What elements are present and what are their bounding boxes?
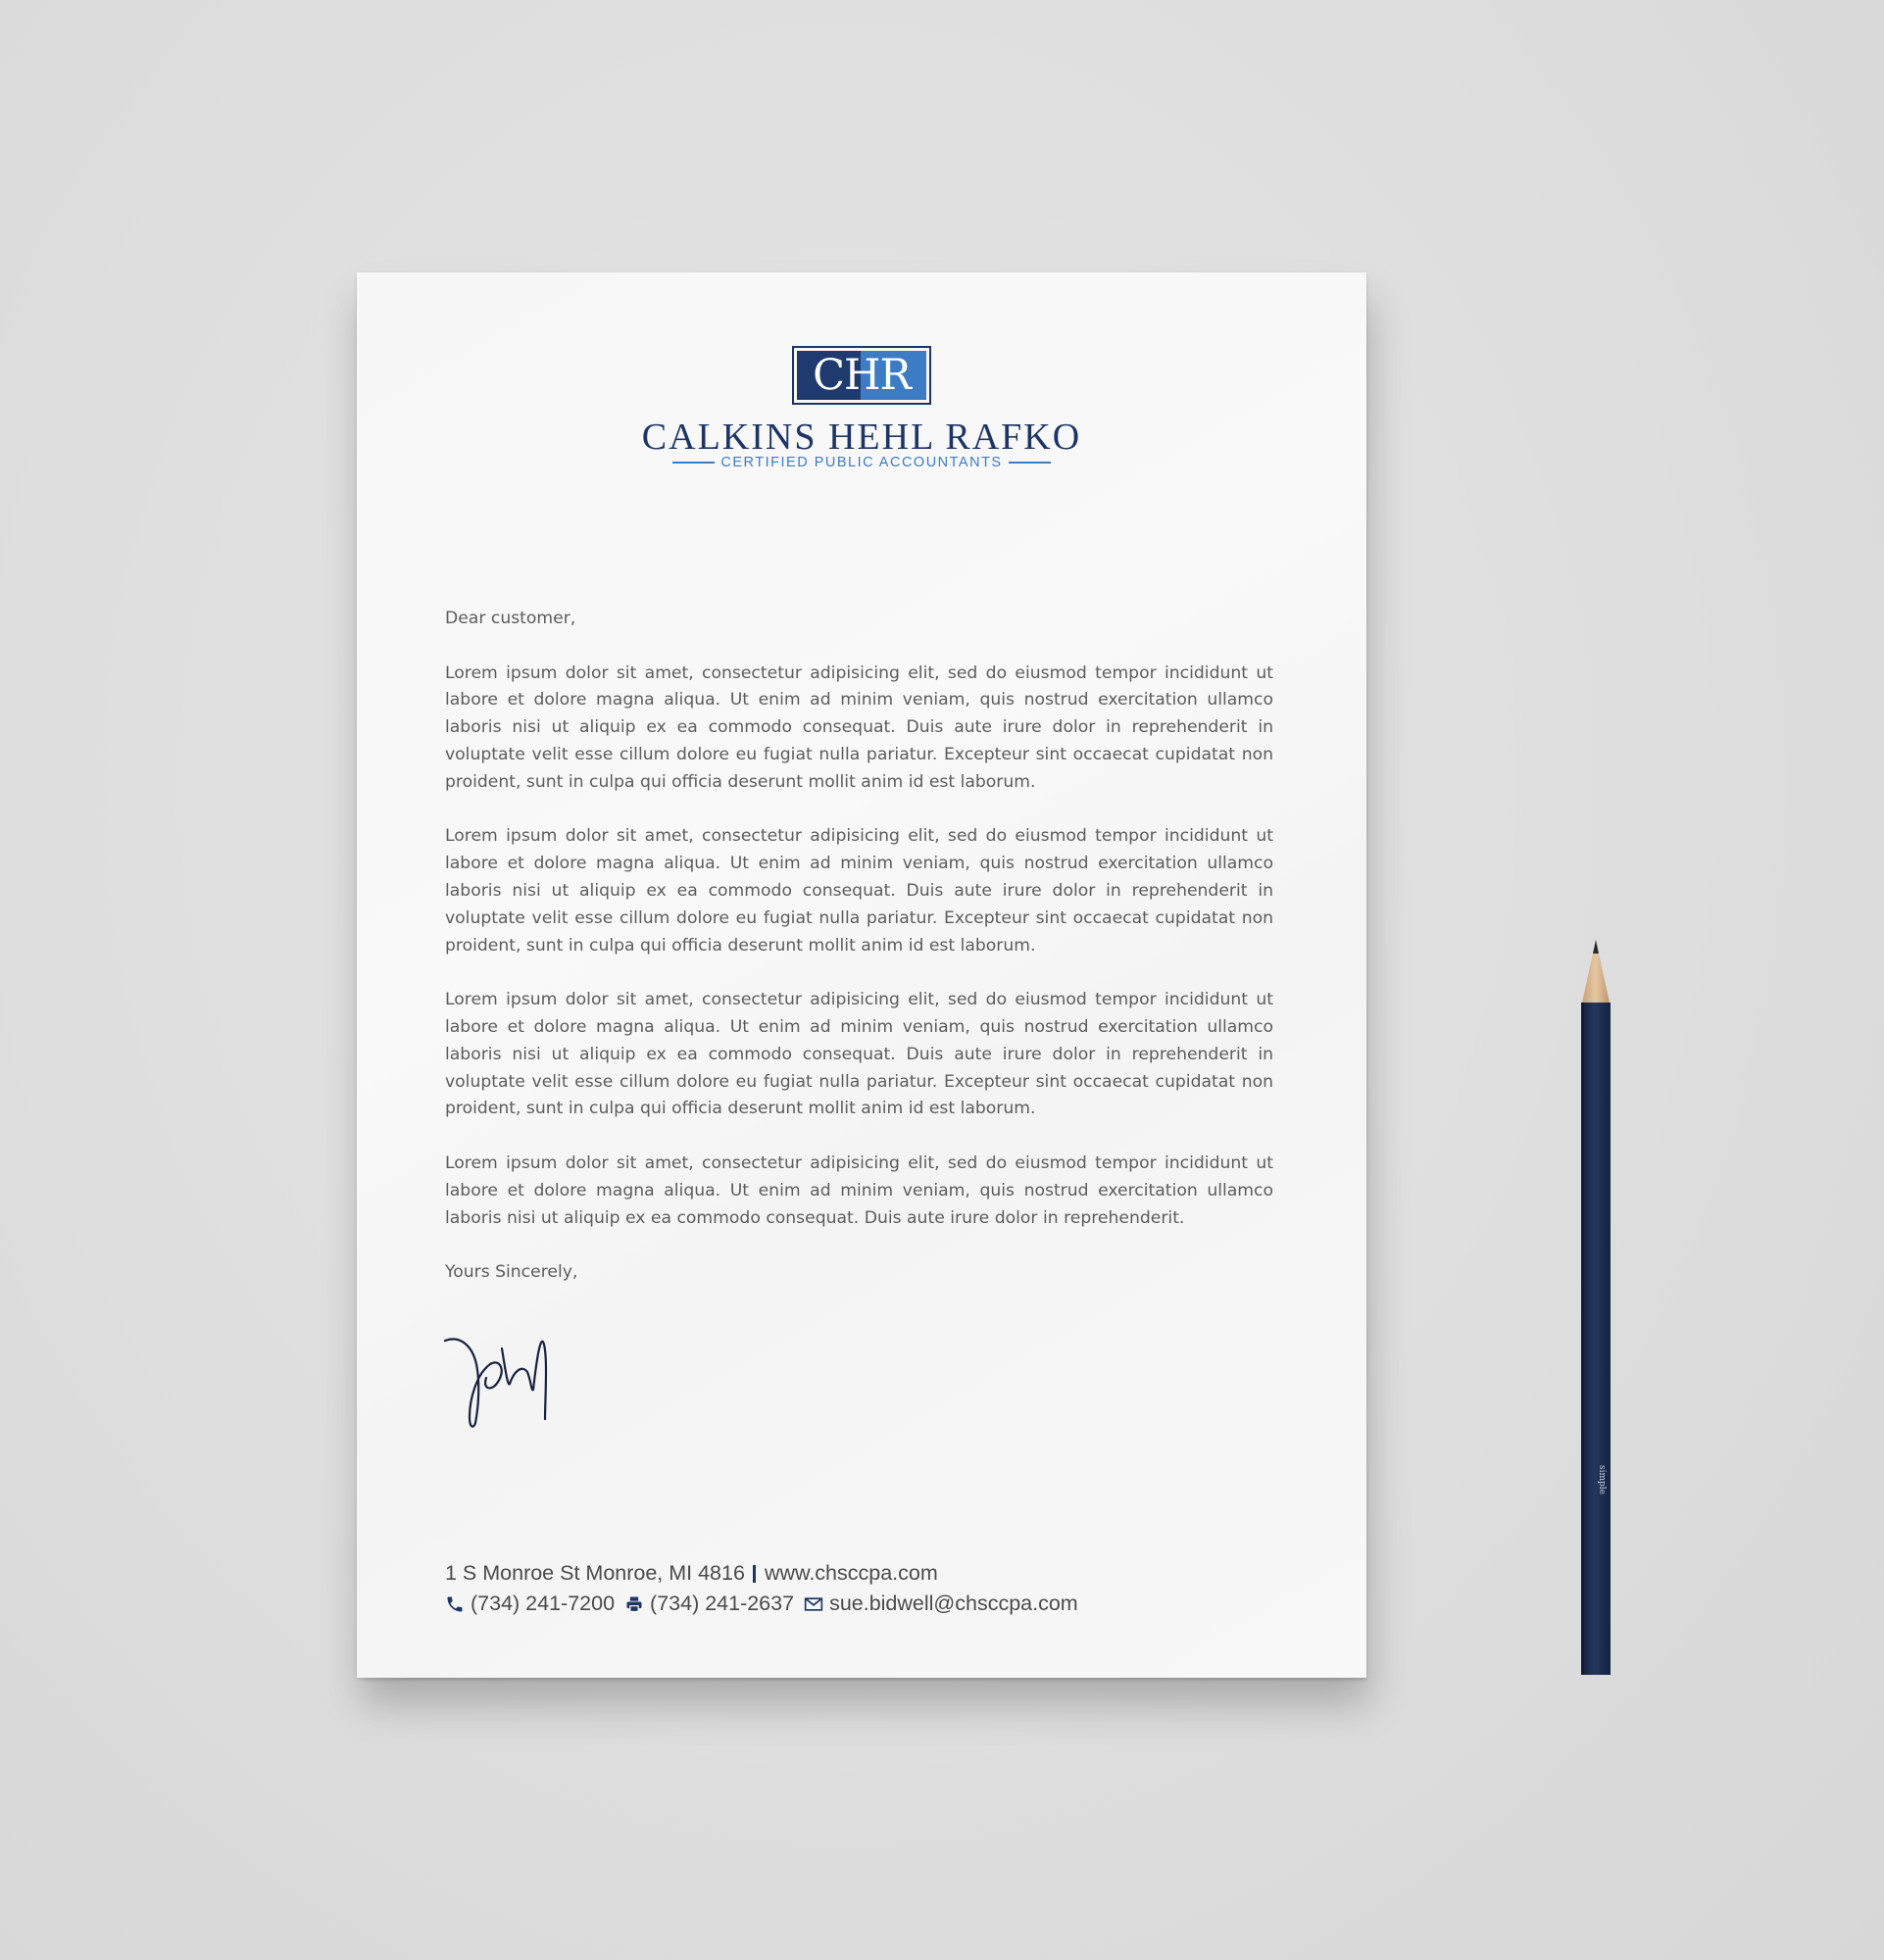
footer-fax: (734) 241-2637 (650, 1592, 795, 1615)
body-paragraph-3: Lorem ipsum dolor sit amet, consectetur adipisicing elit, sed do eiusmod tempor incididunt ut labore et dolore magna aliqua. Ut enim ad minim veniam, quis nostrud exercitation ullamco laboris nisi ut aliquip ex ea commodo consequat. Duis aute irure dolor in reprehenderit in voluptate velit esse cillum dolore eu fugiat nulla pariatur. Excepteur sint occaecat cupidatat non proident, sunt in culpa qui officia deserunt mollit anim id est laborum. (445, 990, 1273, 1119)
footer-phone[interactable]: (734) 241-7200 (471, 1592, 616, 1615)
letterhead-footer (445, 1558, 1078, 1619)
footer-address-line (445, 1558, 1078, 1589)
closing: Yours Sincerely, (445, 1262, 578, 1283)
footer-address: 1 S Monroe St Monroe, MI 4816 (445, 1561, 745, 1585)
footer-separator (753, 1565, 756, 1583)
envelope-icon (804, 1594, 823, 1614)
letter-body (445, 606, 1273, 1314)
pencil-icon (1578, 936, 1613, 1681)
tagline-text: CERTIFIED PUBLIC ACCOUNTANTS (720, 455, 1003, 470)
logo-monogram-letters: CHR (813, 350, 911, 400)
body-paragraph-1: Lorem ipsum dolor sit amet, consectetur adipisicing elit, sed do eiusmod tempor incididunt ut labore et dolore magna aliqua. Ut enim ad minim veniam, quis nostrud exercitation ullamco laboris nisi ut aliquip ex ea commodo consequat. Duis aute irure dolor in reprehenderit in voluptate velit esse cillum dolore eu fugiat nulla pariatur. Excepteur sint occaecat cupidatat non proident, sunt in culpa qui officia deserunt mollit anim id est laborum. (445, 662, 1273, 792)
body-paragraph-4: Lorem ipsum dolor sit amet, consectetur adipisicing elit, sed do eiusmod tempor incididunt ut labore et dolore magna aliqua. Ut enim ad minim veniam, quis nostrud exercitation ullamco laboris nisi ut aliquip ex ea commodo consequat. Duis aute irure dolor in reprehenderit. (445, 1152, 1273, 1228)
footer-email[interactable]: sue.bidwell@chsccpa.com (829, 1592, 1078, 1615)
pencil-imprint: simple (1597, 1465, 1607, 1494)
footer-contact-line (445, 1589, 1078, 1619)
body-paragraph-2: Lorem ipsum dolor sit amet, consectetur adipisicing elit, sed do eiusmod tempor incididunt ut labore et dolore magna aliqua. Ut enim ad minim veniam, quis nostrud exercitation ullamco laboris nisi ut aliquip ex ea commodo consequat. Duis aute irure dolor in reprehenderit in voluptate velit esse cillum dolore eu fugiat nulla pariatur. Excepteur sint occaecat cupidatat non proident, sunt in culpa qui officia deserunt mollit anim id est laborum. (445, 826, 1273, 956)
footer-website[interactable]: www.chsccpa.com (764, 1561, 938, 1585)
tagline-rule-left (672, 462, 715, 464)
logo-monogram (792, 346, 931, 405)
company-logo (357, 346, 1366, 483)
fax-icon (624, 1594, 644, 1614)
tagline-rule-right (1009, 462, 1051, 464)
firm-tagline (672, 455, 1051, 470)
phone-icon (445, 1594, 465, 1614)
salutation: Dear customer, (445, 609, 576, 628)
letterhead-page (357, 272, 1366, 1678)
firm-name: CALKINS HEHL RAFKO (641, 416, 1082, 458)
signature-icon (443, 1313, 580, 1431)
